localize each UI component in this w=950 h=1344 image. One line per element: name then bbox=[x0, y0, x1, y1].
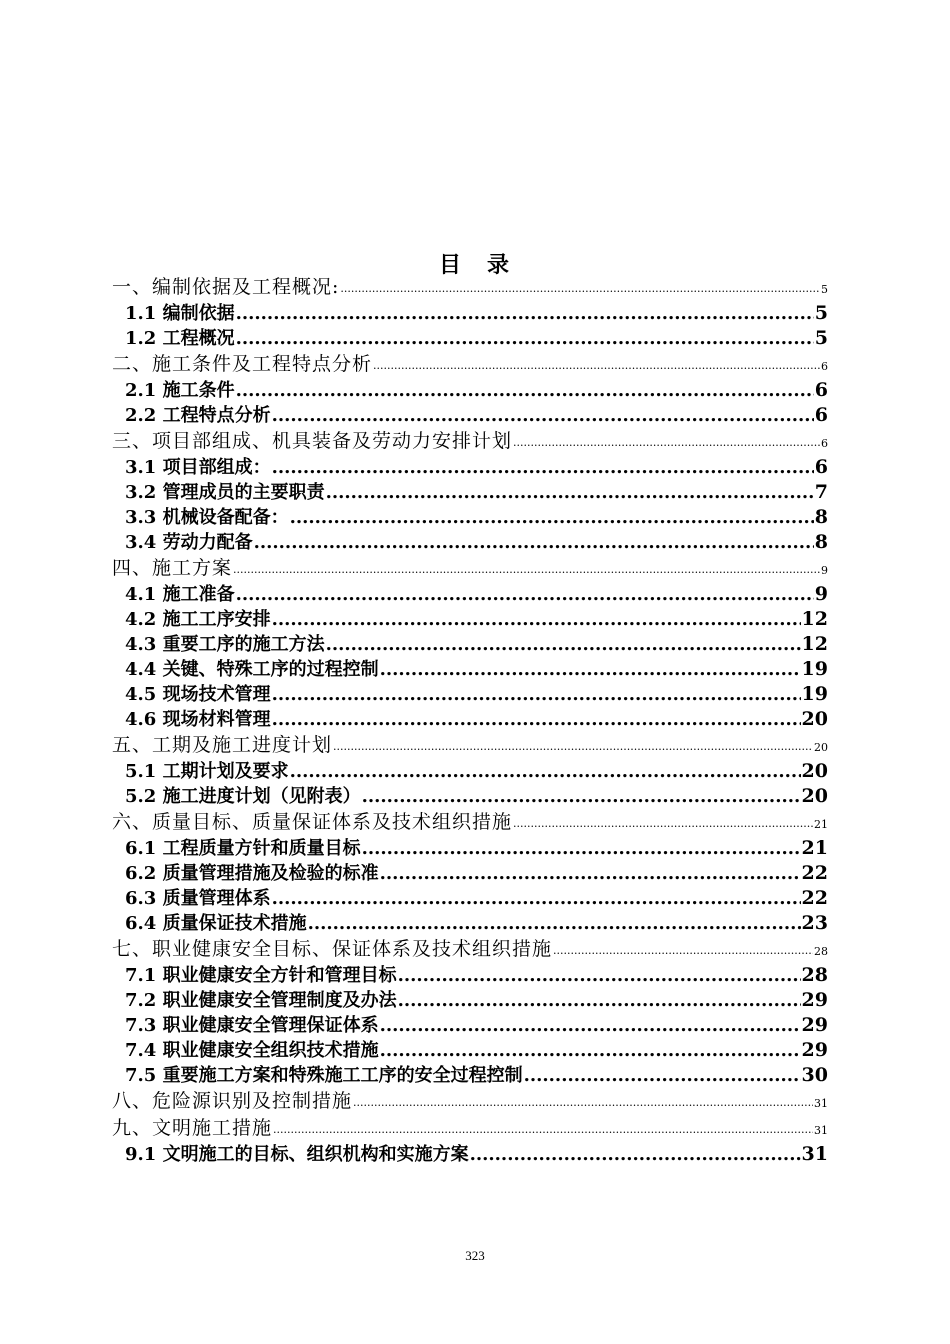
toc-entry-label: 二、施工条件及工程特点分析 bbox=[112, 353, 373, 375]
toc-entry-label: 5.2 施工进度计划（见附表） bbox=[125, 786, 361, 807]
toc-entry-page: 20 bbox=[801, 785, 828, 807]
toc-leader-dots bbox=[524, 1063, 801, 1088]
toc-section-entry[interactable] bbox=[112, 455, 828, 480]
toc-leader-dots bbox=[290, 759, 801, 784]
toc-section-entry[interactable] bbox=[112, 326, 828, 351]
toc-section-entry[interactable] bbox=[112, 1063, 828, 1088]
toc-entry-label: 五、工期及施工进度计划 bbox=[112, 734, 333, 756]
toc-entry-page: 29 bbox=[801, 1039, 828, 1061]
toc-entry-page: 6 bbox=[821, 360, 828, 373]
toc-leader-dots bbox=[308, 911, 801, 936]
toc-entry-label: 7.1 职业健康安全方针和管理目标 bbox=[125, 965, 397, 986]
toc-entry-page: 6 bbox=[821, 437, 828, 450]
toc-entry-label: 1.1 编制依据 bbox=[125, 303, 235, 324]
toc-leader-dots bbox=[236, 326, 814, 351]
toc-entry-page: 31 bbox=[814, 1124, 828, 1137]
toc-section-entry[interactable] bbox=[112, 784, 828, 809]
toc-chapter-entry[interactable] bbox=[112, 1115, 828, 1142]
toc-title: 目 录 bbox=[438, 252, 511, 278]
toc-chapter-entry[interactable] bbox=[112, 428, 828, 455]
toc-entry-label: 6.3 质量管理体系 bbox=[125, 888, 271, 909]
toc-section-entry[interactable] bbox=[112, 707, 828, 732]
toc-section-entry[interactable] bbox=[112, 963, 828, 988]
toc-section-entry[interactable] bbox=[112, 657, 828, 682]
toc-entry-label: 六、质量目标、质量保证体系及技术组织措施 bbox=[112, 811, 513, 833]
toc-entry-label: 7.3 职业健康安全管理保证体系 bbox=[125, 1015, 379, 1036]
toc-entry-page: 30 bbox=[801, 1064, 828, 1086]
toc-entry-page: 21 bbox=[801, 837, 828, 859]
toc-section-entry[interactable] bbox=[112, 886, 828, 911]
toc-leader-dots bbox=[553, 942, 813, 960]
toc-entry-page: 5 bbox=[821, 283, 828, 296]
toc-leader-dots bbox=[273, 1121, 813, 1139]
toc-entry-page: 5 bbox=[814, 327, 828, 349]
toc-section-entry[interactable] bbox=[112, 480, 828, 505]
toc-entry-page: 22 bbox=[801, 862, 828, 884]
toc-section-entry[interactable] bbox=[112, 301, 828, 326]
toc-chapter-entry[interactable] bbox=[112, 809, 828, 836]
toc-leader-dots bbox=[272, 455, 814, 480]
toc-entry-label: 九、文明施工措施 bbox=[112, 1117, 273, 1139]
toc-entry-label: 一、编制依据及工程概况: bbox=[112, 276, 340, 298]
toc-entry-label: 7.5 重要施工方案和特殊施工工序的安全过程控制 bbox=[125, 1065, 523, 1086]
toc-leader-dots bbox=[236, 301, 814, 326]
toc-leader-dots bbox=[380, 1038, 801, 1063]
toc-entry-page: 22 bbox=[801, 887, 828, 909]
toc-entry-page: 23 bbox=[801, 912, 828, 934]
toc-section-entry[interactable] bbox=[112, 682, 828, 707]
toc-entry-page: 21 bbox=[814, 818, 828, 831]
toc-leader-dots bbox=[380, 861, 801, 886]
toc-entry-page: 20 bbox=[801, 708, 828, 730]
toc-entry-page: 8 bbox=[814, 531, 828, 553]
toc-entry-label: 4.5 现场技术管理 bbox=[125, 684, 271, 705]
toc-entry-page: 5 bbox=[814, 302, 828, 324]
toc-entry-label: 7.2 职业健康安全管理制度及办法 bbox=[125, 990, 397, 1011]
toc-entry-label: 2.1 施工条件 bbox=[125, 380, 235, 401]
toc-section-entry[interactable] bbox=[112, 759, 828, 784]
toc-entry-label: 6.4 质量保证技术措施 bbox=[125, 913, 307, 934]
toc-section-entry[interactable] bbox=[112, 861, 828, 886]
toc-section-entry[interactable] bbox=[112, 403, 828, 428]
toc-entry-page: 6 bbox=[814, 404, 828, 426]
toc-entry-label: 9.1 文明施工的目标、组织机构和实施方案 bbox=[125, 1144, 469, 1165]
toc-section-entry[interactable] bbox=[112, 582, 828, 607]
toc-leader-dots bbox=[513, 434, 820, 452]
toc-section-entry[interactable] bbox=[112, 378, 828, 403]
toc-entry-page: 19 bbox=[801, 658, 828, 680]
toc-entry-label: 6.2 质量管理措施及检验的标准 bbox=[125, 863, 379, 884]
toc-entry-page: 29 bbox=[801, 1014, 828, 1036]
toc-section-entry[interactable] bbox=[112, 836, 828, 861]
toc-entry-page: 20 bbox=[814, 741, 828, 754]
toc-section-entry[interactable] bbox=[112, 1142, 828, 1167]
toc-entry-label: 1.2 工程概况 bbox=[125, 328, 235, 349]
toc-chapter-entry[interactable] bbox=[112, 1088, 828, 1115]
toc-entry-page: 6 bbox=[814, 379, 828, 401]
toc-section-entry[interactable] bbox=[112, 1013, 828, 1038]
table-of-contents bbox=[112, 274, 828, 1167]
toc-entry-label: 八、危险源识别及控制措施 bbox=[112, 1090, 353, 1112]
toc-entry-page: 12 bbox=[801, 633, 828, 655]
toc-entry-label: 7.4 职业健康安全组织技术措施 bbox=[125, 1040, 379, 1061]
toc-leader-dots bbox=[333, 738, 813, 756]
toc-entry-page: 9 bbox=[821, 564, 828, 577]
toc-entry-label: 2.2 工程特点分析 bbox=[125, 405, 271, 426]
toc-section-entry[interactable] bbox=[112, 505, 828, 530]
toc-entry-page: 6 bbox=[814, 456, 828, 478]
toc-leader-dots bbox=[340, 280, 820, 298]
toc-entry-page: 31 bbox=[801, 1143, 828, 1165]
toc-entry-label: 5.1 工期计划及要求 bbox=[125, 761, 289, 782]
toc-entry-label: 3.4 劳动力配备 bbox=[125, 532, 253, 553]
toc-entry-label: 4.1 施工准备 bbox=[125, 584, 235, 605]
toc-leader-dots bbox=[513, 815, 813, 833]
toc-leader-dots bbox=[373, 357, 820, 375]
toc-leader-dots bbox=[272, 682, 801, 707]
toc-leader-dots bbox=[272, 707, 801, 732]
toc-chapter-entry[interactable] bbox=[112, 274, 828, 301]
toc-entry-label: 4.3 重要工序的施工方法 bbox=[125, 634, 325, 655]
toc-chapter-entry[interactable] bbox=[112, 732, 828, 759]
toc-section-entry[interactable] bbox=[112, 911, 828, 936]
toc-leader-dots bbox=[353, 1094, 813, 1112]
toc-leader-dots bbox=[233, 561, 820, 579]
toc-leader-dots bbox=[470, 1142, 801, 1167]
toc-leader-dots bbox=[362, 784, 801, 809]
page-number-footer: 323 bbox=[465, 1248, 485, 1263]
toc-leader-dots bbox=[272, 886, 801, 911]
toc-entry-page: 20 bbox=[801, 760, 828, 782]
toc-entry-label: 三、项目部组成、机具装备及劳动力安排计划 bbox=[112, 430, 513, 452]
toc-leader-dots bbox=[236, 378, 814, 403]
toc-entry-page: 19 bbox=[801, 683, 828, 705]
toc-section-entry[interactable] bbox=[112, 988, 828, 1013]
toc-entry-page: 8 bbox=[814, 506, 828, 528]
toc-section-entry[interactable] bbox=[112, 632, 828, 657]
toc-leader-dots bbox=[326, 480, 814, 505]
toc-leader-dots bbox=[272, 607, 801, 632]
toc-entry-label: 四、施工方案 bbox=[112, 557, 233, 579]
toc-entry-page: 9 bbox=[814, 583, 828, 605]
toc-entry-label: 3.3 机械设备配备： bbox=[125, 507, 289, 528]
toc-leader-dots bbox=[254, 530, 814, 555]
toc-entry-label: 6.1 工程质量方针和质量目标 bbox=[125, 838, 361, 859]
toc-entry-page: 28 bbox=[814, 945, 828, 958]
toc-chapter-entry[interactable] bbox=[112, 351, 828, 378]
toc-entry-page: 12 bbox=[801, 608, 828, 630]
toc-leader-dots bbox=[380, 657, 801, 682]
toc-chapter-entry[interactable] bbox=[112, 936, 828, 963]
toc-entry-page: 29 bbox=[801, 989, 828, 1011]
toc-entry-page: 31 bbox=[814, 1097, 828, 1110]
toc-leader-dots bbox=[398, 963, 801, 988]
toc-section-entry[interactable] bbox=[112, 530, 828, 555]
toc-chapter-entry[interactable] bbox=[112, 555, 828, 582]
toc-entry-label: 七、职业健康安全目标、保证体系及技术组织措施 bbox=[112, 938, 553, 960]
toc-entry-label: 4.6 现场材料管理 bbox=[125, 709, 271, 730]
toc-leader-dots bbox=[398, 988, 801, 1013]
toc-leader-dots bbox=[272, 403, 814, 428]
toc-leader-dots bbox=[326, 632, 801, 657]
toc-section-entry[interactable] bbox=[112, 607, 828, 632]
toc-entry-label: 3.2 管理成员的主要职责 bbox=[125, 482, 325, 503]
toc-leader-dots bbox=[236, 582, 814, 607]
toc-section-entry[interactable] bbox=[112, 1038, 828, 1063]
toc-leader-dots bbox=[290, 505, 814, 530]
toc-entry-label: 3.1 项目部组成： bbox=[125, 457, 271, 478]
toc-leader-dots bbox=[380, 1013, 801, 1038]
toc-entry-page: 28 bbox=[801, 964, 828, 986]
toc-entry-page: 7 bbox=[814, 481, 828, 503]
toc-leader-dots bbox=[362, 836, 801, 861]
toc-entry-label: 4.2 施工工序安排 bbox=[125, 609, 271, 630]
toc-entry-label: 4.4 关键、特殊工序的过程控制 bbox=[125, 659, 379, 680]
